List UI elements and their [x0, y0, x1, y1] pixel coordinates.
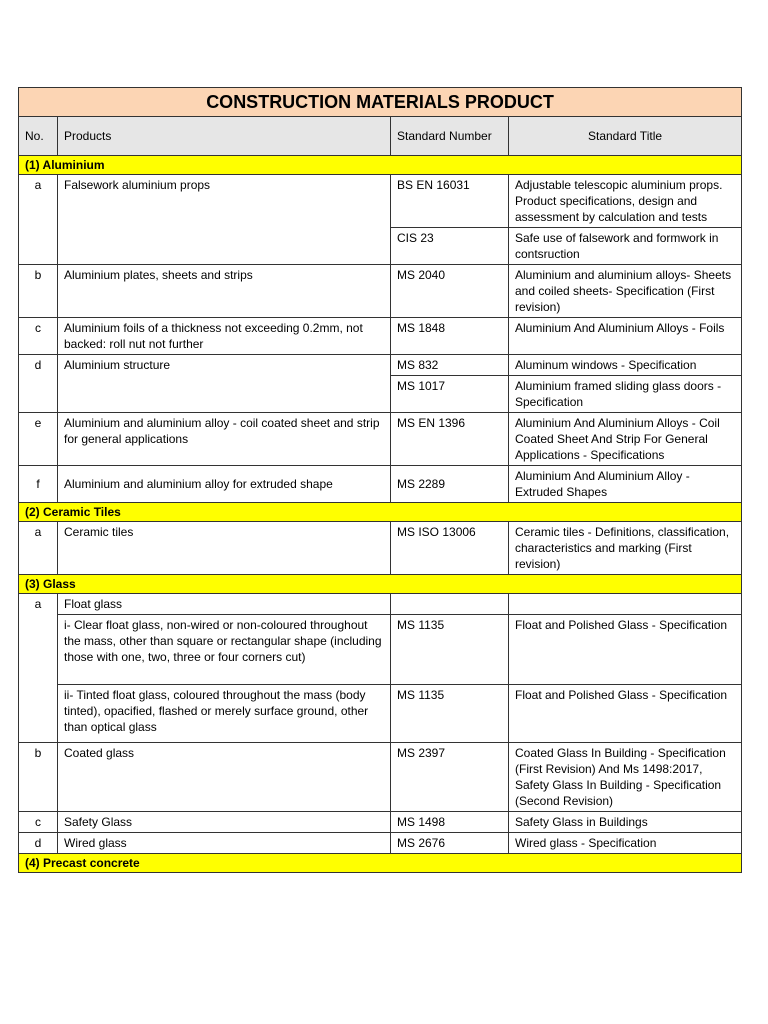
- row-number: a: [19, 594, 58, 743]
- standard-number-cell: MS 2289: [391, 466, 509, 503]
- section-label: (2) Ceramic Tiles: [19, 503, 742, 522]
- standard-title-cell: Aluminium And Aluminium Alloys - Foils: [509, 318, 742, 355]
- product-cell: Ceramic tiles: [58, 522, 391, 575]
- row-number: a: [19, 175, 58, 265]
- table-row: [19, 265, 742, 318]
- title-row: [19, 88, 742, 117]
- section-label: (3) Glass: [19, 575, 742, 594]
- product-cell: Aluminium and aluminium alloy for extruded shape: [58, 466, 391, 503]
- product-cell: Aluminium foils of a thickness not exceeding 0.2mm, not backed: roll nut not further: [58, 318, 391, 355]
- standard-title-cell: Float and Polished Glass - Specification: [509, 615, 742, 685]
- standard-title-cell: Coated Glass In Building - Specification (First Revision) And Ms 1498:2017, Safety Glass In Building - Specification (Second Revision): [509, 743, 742, 812]
- table-row: [19, 812, 742, 833]
- table-row: [19, 318, 742, 355]
- standard-title-cell: Safe use of falsework and formwork in contsruction: [509, 228, 742, 265]
- standard-number-cell: MS 2676: [391, 833, 509, 854]
- section-row-precast-concrete: [19, 854, 742, 873]
- standards-sheet: [18, 87, 741, 873]
- standard-number-cell: MS 2040: [391, 265, 509, 318]
- row-number: c: [19, 812, 58, 833]
- table-row: [19, 466, 742, 503]
- table-row: [19, 522, 742, 575]
- product-cell: Aluminium structure: [58, 355, 391, 413]
- header-standard-number: Standard Number: [391, 117, 509, 156]
- standard-title-cell: Adjustable telescopic aluminium props. Product specifications, design and assessment by calculation and tests: [509, 175, 742, 228]
- standard-number-cell: MS 1848: [391, 318, 509, 355]
- table-row: [19, 413, 742, 466]
- section-row-aluminium: [19, 156, 742, 175]
- standard-title-cell: [509, 594, 742, 615]
- table-row: [19, 685, 742, 743]
- section-label: (4) Precast concrete: [19, 854, 742, 873]
- table-row: [19, 594, 742, 615]
- standards-table: [18, 87, 742, 873]
- standard-title-cell: Float and Polished Glass - Specification: [509, 685, 742, 743]
- standard-number-cell: MS EN 1396: [391, 413, 509, 466]
- standard-number-cell: MS 1017: [391, 376, 509, 413]
- page-title: CONSTRUCTION MATERIALS PRODUCT: [19, 88, 742, 117]
- header-row: [19, 117, 742, 156]
- standard-title-cell: Safety Glass in Buildings: [509, 812, 742, 833]
- standard-title-cell: Ceramic tiles - Definitions, classification, characteristics and marking (First revision): [509, 522, 742, 575]
- standard-number-cell: MS 1498: [391, 812, 509, 833]
- row-number: c: [19, 318, 58, 355]
- section-row-glass: [19, 575, 742, 594]
- row-number: b: [19, 743, 58, 812]
- table-row: [19, 833, 742, 854]
- standard-number-cell: CIS 23: [391, 228, 509, 265]
- header-products: Products: [58, 117, 391, 156]
- standard-number-cell: MS 1135: [391, 615, 509, 685]
- product-cell: Aluminium plates, sheets and strips: [58, 265, 391, 318]
- standard-title-cell: Aluminium and aluminium alloys- Sheets and coiled sheets- Specification (First revision): [509, 265, 742, 318]
- table-row: [19, 355, 742, 376]
- product-cell: Falsework aluminium props: [58, 175, 391, 265]
- row-number: d: [19, 355, 58, 413]
- row-number: b: [19, 265, 58, 318]
- standard-number-cell: MS 2397: [391, 743, 509, 812]
- section-label: (1) Aluminium: [19, 156, 742, 175]
- product-cell: Float glass: [58, 594, 391, 615]
- table-row: [19, 743, 742, 812]
- product-cell: Safety Glass: [58, 812, 391, 833]
- table-row: [19, 615, 742, 685]
- standard-title-cell: Aluminium And Aluminium Alloy - Extruded Shapes: [509, 466, 742, 503]
- standard-number-cell: MS 832: [391, 355, 509, 376]
- table-row: [19, 175, 742, 228]
- row-number: d: [19, 833, 58, 854]
- standard-number-cell: [391, 594, 509, 615]
- standard-title-cell: Wired glass - Specification: [509, 833, 742, 854]
- product-cell: ii- Tinted float glass, coloured throughout the mass (body tinted), opacified, flashed or merely surface ground, other than optical glass: [58, 685, 391, 743]
- product-cell: Aluminium and aluminium alloy - coil coated sheet and strip for general applications: [58, 413, 391, 466]
- row-number: e: [19, 413, 58, 466]
- product-cell: Coated glass: [58, 743, 391, 812]
- standard-title-cell: Aluminium framed sliding glass doors - Specification: [509, 376, 742, 413]
- standard-number-cell: MS ISO 13006: [391, 522, 509, 575]
- standard-title-cell: Aluminium And Aluminium Alloys - Coil Coated Sheet And Strip For General Applications - Specifications: [509, 413, 742, 466]
- product-cell: Wired glass: [58, 833, 391, 854]
- section-row-ceramic-tiles: [19, 503, 742, 522]
- standard-title-cell: Aluminum windows - Specification: [509, 355, 742, 376]
- standard-number-cell: MS 1135: [391, 685, 509, 743]
- row-number: f: [19, 466, 58, 503]
- header-standard-title: Standard Title: [509, 117, 742, 156]
- row-number: a: [19, 522, 58, 575]
- header-no: No.: [19, 117, 58, 156]
- standard-number-cell: BS EN 16031: [391, 175, 509, 228]
- product-cell: i- Clear float glass, non-wired or non-coloured throughout the mass, other than square or rectangular shape (including those with one, two, three or four corners cut): [58, 615, 391, 685]
